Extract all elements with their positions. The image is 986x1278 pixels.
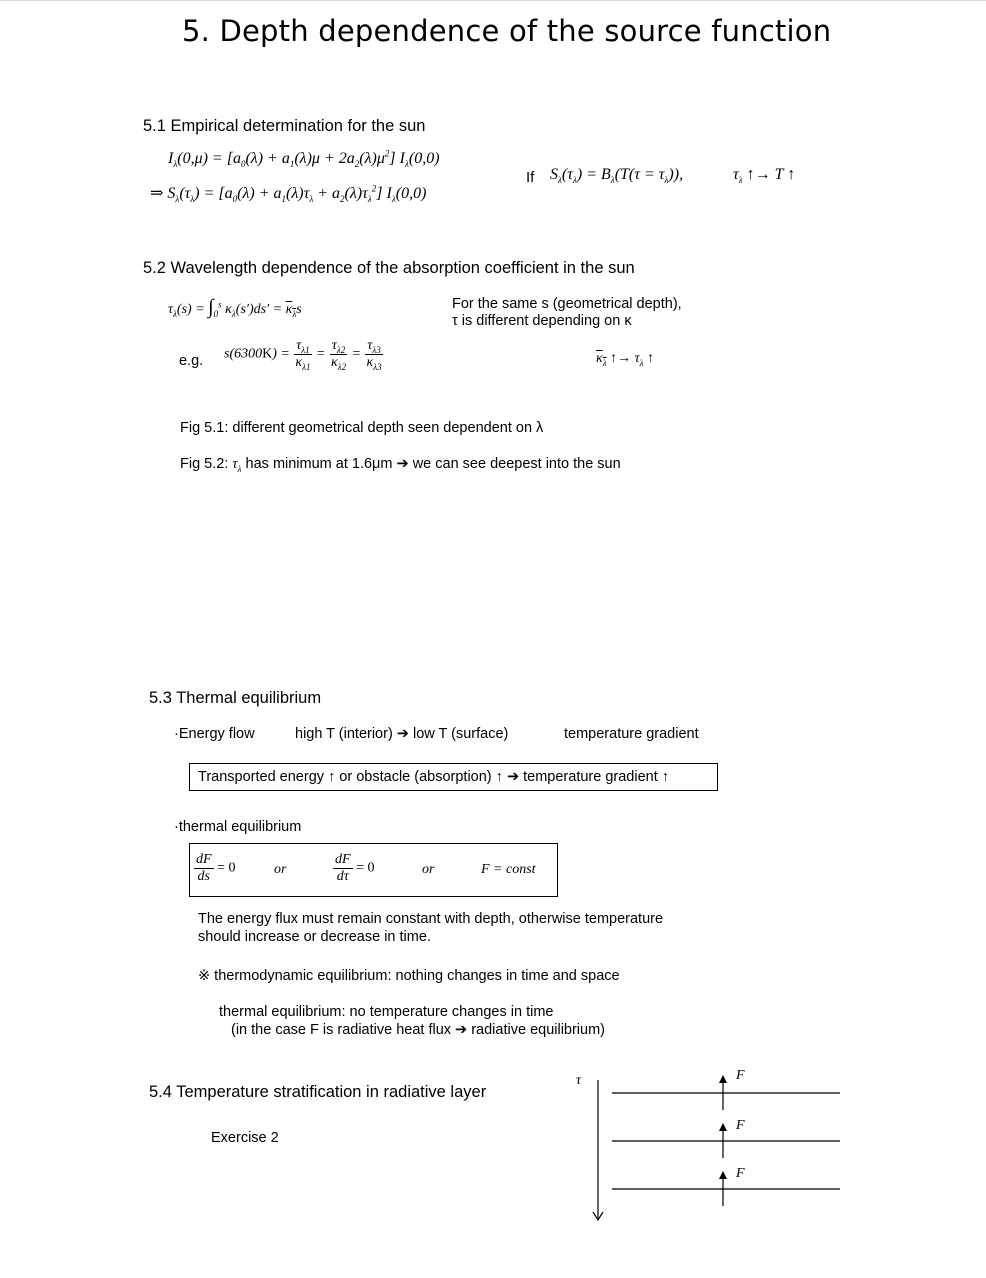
eg-label: e.g.	[179, 353, 204, 369]
equation-example: s(6300K) = $\frac{\tau_{\lambda 1}}{\kappa_{\lambda 1}}$ = $\frac{\tau_{\lambda 2}}{\kappa_{\lambda 2}}$ = $\frac{\tau_{\lambda 3}}{\kappa_{\lambda 3}}$	[224, 338, 382, 372]
equation-optical-depth: $\tau_\lambda(s) = \int_0^s$ $\kappa_\lambda(s')ds' = \kappa_\lambda s$	[168, 296, 302, 319]
figure-5-1-caption: Fig 5.1: different geometrical depth seen dependent on λ	[180, 420, 544, 436]
section-5-1-heading: 5.1 Empirical determination for the sun	[143, 117, 426, 135]
flux-label-2: F	[736, 1118, 745, 1133]
energy-flow-bullet: ·Energy flow	[174, 726, 255, 742]
thermodynamic-note: ※ thermodynamic equilibrium: nothing changes in time and space	[198, 968, 620, 984]
section-5-2-heading: 5.2 Wavelength dependence of the absorption coefficient in the sun	[143, 259, 635, 277]
figure-5-2-caption: Fig 5.2: $\tau_\lambda$ has minimum at 1.6μm ➔ we can see deepest into the sun	[180, 456, 621, 474]
equation-f-const: F = const	[481, 862, 536, 877]
equation-lte-condition: $S_\lambda(\tau_\lambda) = B_\lambda(T(\tau = \tau_\lambda))$,	[550, 166, 684, 186]
thermal-equilibrium-bullet: ·thermal equilibrium	[174, 819, 302, 835]
trend-kappa-tau: $\kappa_\lambda$ ↑→ $\tau_\lambda$ ↑	[596, 351, 655, 368]
flux-arrowhead-1	[719, 1075, 727, 1083]
equation-source-function: ⇒ $S_\lambda(\tau_\lambda) = [a_0(\lambda) + a_1(\lambda)\tau_\lambda + a_2(\lambda)\tau_\lambda^2]$ $I_\lambda(0,0)$	[150, 183, 427, 205]
section-5-4-heading: 5.4 Temperature stratification in radiative layer	[149, 1083, 487, 1101]
equation-dfdtau: $\frac{dF}{d\tau}$ = 0	[335, 852, 375, 884]
thermal-eq-line-2: (in the case F is radiative heat flux ➔ radiative equilibrium)	[231, 1022, 606, 1038]
note-line-2: τ is different depending on κ	[452, 313, 632, 329]
or-label-1: or	[274, 862, 287, 877]
equation-intensity: $I_\lambda(0,\mu) = [a_0(\lambda) + a_1(\lambda)\mu + 2a_2(\lambda)\mu^2]$ $I_\lambda(0,0)$	[168, 148, 440, 170]
flux-text-line-2: should increase or decrease in time.	[198, 929, 431, 945]
trend-tau-temperature: $\tau_\lambda$ ↑→ T ↑	[733, 166, 796, 186]
note-line-1: For the same s (geometrical depth),	[452, 296, 682, 312]
energy-flow-text: high T (interior) ➔ low T (surface)	[295, 726, 509, 742]
tau-axis-label: τ	[576, 1073, 582, 1088]
temperature-gradient-label: temperature gradient	[564, 726, 699, 742]
exercise-label: Exercise 2	[211, 1130, 279, 1146]
energy-gradient-text: Transported energy ↑ or obstacle (absorption) ↑ ➔ temperature gradient ↑	[198, 769, 670, 785]
thermal-eq-line-1: thermal equilibrium: no temperature changes in time	[219, 1004, 554, 1020]
or-label-2: or	[422, 862, 435, 877]
if-label: If	[526, 169, 535, 186]
page-title: 5. Depth dependence of the source function	[182, 14, 832, 48]
flux-arrowhead-2	[719, 1123, 727, 1131]
flux-label-3: F	[736, 1166, 745, 1181]
flux-text-line-1: The energy flux must remain constant with depth, otherwise temperature	[198, 911, 664, 927]
section-5-3-heading: 5.3 Thermal equilibrium	[149, 689, 322, 707]
equation-dfds: $\frac{dF}{ds}$ = 0	[196, 852, 236, 884]
flux-label-1: F	[736, 1068, 745, 1083]
flux-arrowhead-3	[719, 1171, 727, 1179]
